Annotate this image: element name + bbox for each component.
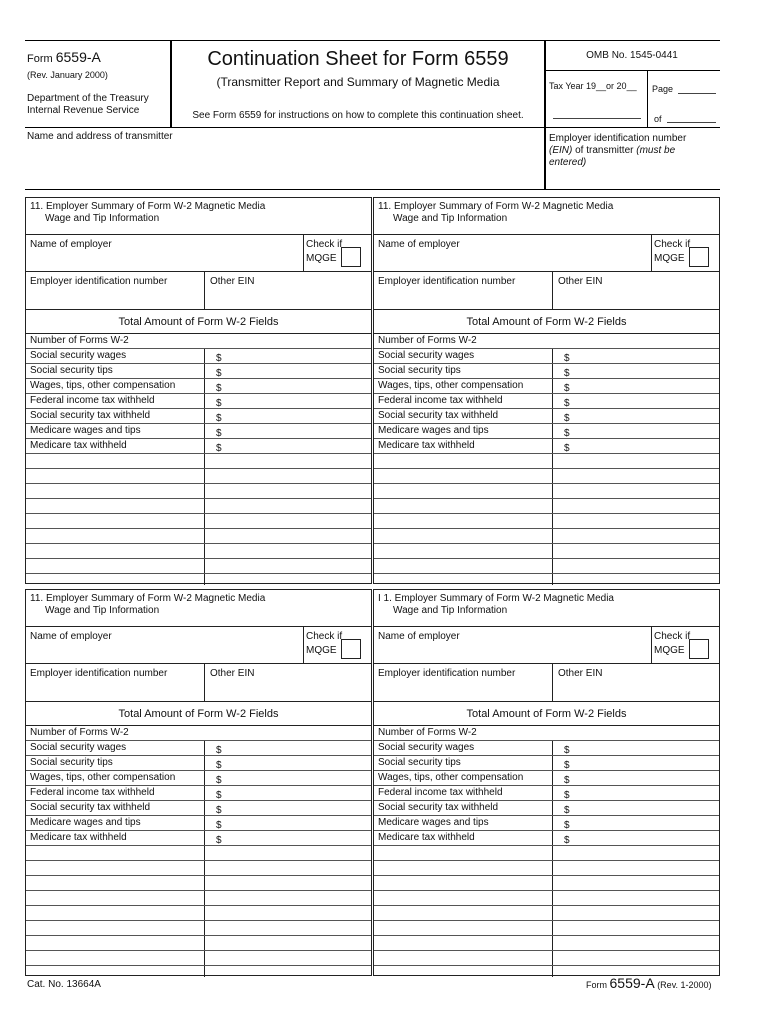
dollar-sign: $ [216, 805, 222, 816]
table-row-label: Wages, tips, other compensation [378, 772, 524, 783]
table-rule [374, 875, 719, 876]
dollar-sign: $ [564, 383, 570, 394]
rule [374, 701, 719, 702]
table-rule [374, 770, 719, 771]
rule [26, 333, 371, 334]
table-row-label: Federal income tax withheld [30, 787, 155, 798]
table-row-label: Federal income tax withheld [378, 395, 503, 406]
table-rule [26, 905, 371, 906]
form-revision: (Rev. January 2000) [27, 70, 108, 80]
table-rule [26, 513, 371, 514]
rule [552, 663, 553, 701]
table-row-label: Social security tax withheld [30, 802, 151, 813]
table-row-label: Medicare tax withheld [30, 832, 127, 843]
employer-summary-panel [25, 197, 372, 584]
employer-name-field[interactable]: Name of employer [378, 239, 460, 250]
rule [374, 309, 719, 310]
dollar-sign: $ [564, 820, 570, 831]
footer-form-number: Form 6559-A (Rev. 1-2000) [586, 975, 712, 991]
tax-year-label: Tax Year 19__or 20__ [549, 81, 637, 91]
employer-summary-panel [373, 589, 720, 976]
table-rule [374, 860, 719, 861]
table-row-label: Social security tax withheld [30, 410, 151, 421]
dollar-sign: $ [216, 383, 222, 394]
table-row-label: Federal income tax withheld [378, 787, 503, 798]
employer-summary-panel [25, 589, 372, 976]
mqge-label: MQGE [306, 253, 337, 264]
table-rule [374, 498, 719, 499]
header-top-rule [25, 40, 720, 41]
check-if-label: Check if [654, 239, 691, 250]
dollar-sign: $ [564, 398, 570, 409]
table-rule [374, 920, 719, 921]
table-rule [374, 935, 719, 936]
dollar-sign: $ [564, 805, 570, 816]
rule [26, 271, 371, 272]
page-blank[interactable] [678, 93, 716, 94]
table-rule [26, 860, 371, 861]
other-ein-field[interactable]: Other EIN [210, 276, 255, 287]
table-rule [26, 875, 371, 876]
table-rule [374, 950, 719, 951]
table-row-label: Social security wages [30, 350, 127, 361]
table-rule [26, 408, 371, 409]
table-rule [374, 378, 719, 379]
table-row-label: Social security tips [30, 757, 113, 768]
dollar-sign: $ [216, 428, 222, 439]
dollar-sign: $ [564, 353, 570, 364]
other-ein-field[interactable]: Other EIN [558, 668, 603, 679]
rule [374, 333, 719, 334]
table-rule [26, 800, 371, 801]
mqge-label: MQGE [654, 253, 685, 264]
panel-subtitle: Wage and Tip Information [45, 213, 160, 224]
table-rule [374, 558, 719, 559]
of-label: of [654, 114, 662, 124]
table-rule [26, 438, 371, 439]
table-rule [26, 770, 371, 771]
mqge-label: MQGE [654, 645, 685, 656]
dollar-sign: $ [564, 790, 570, 801]
of-blank[interactable] [667, 122, 716, 123]
table-row-label: Social security tips [30, 365, 113, 376]
rule [552, 740, 553, 977]
rule [204, 348, 205, 585]
rule [303, 234, 304, 271]
panel-subtitle: Wage and Tip Information [45, 605, 160, 616]
rule [374, 626, 719, 627]
table-rule [26, 920, 371, 921]
department: Department of the Treasury Internal Revenue Service [27, 93, 149, 116]
rule [26, 626, 371, 627]
mqge-checkbox[interactable] [341, 639, 361, 659]
table-rule [374, 785, 719, 786]
table-rule [26, 378, 371, 379]
dollar-sign: $ [216, 443, 222, 454]
table-rule [26, 755, 371, 756]
table-rule [26, 815, 371, 816]
page-label: Page [652, 84, 674, 94]
rule [26, 309, 371, 310]
table-rule [374, 423, 719, 424]
mqge-checkbox[interactable] [689, 247, 709, 267]
employer-name-field[interactable]: Name of employer [30, 631, 112, 642]
table-row-label: Number of Forms W-2 [378, 335, 477, 346]
table-row-label: Medicare wages and tips [30, 817, 141, 828]
rule [26, 663, 371, 664]
dollar-sign: $ [216, 790, 222, 801]
catalog-number: Cat. No. 13664A [27, 979, 101, 990]
dollar-sign: $ [564, 835, 570, 846]
other-ein-field[interactable]: Other EIN [210, 668, 255, 679]
employer-ein-field[interactable]: Employer identification number [378, 668, 516, 679]
dollar-sign: $ [216, 835, 222, 846]
panel-subtitle: Wage and Tip Information [393, 605, 508, 616]
dollar-sign: $ [564, 775, 570, 786]
table-row-label: Medicare wages and tips [378, 425, 489, 436]
table-row-label: Medicare tax withheld [378, 440, 475, 451]
employer-ein-field[interactable]: Employer identification number [378, 276, 516, 287]
table-row-label: Social security tips [378, 365, 461, 376]
rule [374, 725, 719, 726]
check-if-label: Check if [306, 631, 343, 642]
panel-title: I 1. Employer Summary of Form W-2 Magnetic Media [378, 593, 614, 604]
employer-summary-panel [373, 197, 720, 584]
table-row-label: Medicare wages and tips [30, 425, 141, 436]
taxyear-rule [546, 70, 720, 71]
table-rule [374, 845, 719, 846]
table-rule [26, 453, 371, 454]
rule [374, 663, 719, 664]
totals-title: Total Amount of Form W-2 Fields [466, 316, 627, 328]
tax-year-blank[interactable] [553, 118, 641, 119]
employer-ein-field[interactable]: Employer identification number [30, 276, 168, 287]
table-row-label: Social security tips [378, 757, 461, 768]
dollar-sign: $ [564, 368, 570, 379]
panel-subtitle: Wage and Tip Information [393, 213, 508, 224]
dollar-sign: $ [216, 353, 222, 364]
table-rule [374, 830, 719, 831]
dollar-sign: $ [564, 760, 570, 771]
check-if-label: Check if [654, 631, 691, 642]
page-title: Continuation Sheet for Form 6559 [207, 48, 509, 70]
table-rule [374, 740, 719, 741]
taxyear-divider [647, 70, 648, 127]
mqge-label: MQGE [306, 645, 337, 656]
table-rule [26, 543, 371, 544]
dollar-sign: $ [564, 413, 570, 424]
rule [651, 626, 652, 663]
dollar-sign: $ [564, 428, 570, 439]
table-rule [26, 393, 371, 394]
table-rule [374, 890, 719, 891]
table-rule [374, 755, 719, 756]
dollar-sign: $ [216, 760, 222, 771]
table-rule [374, 543, 719, 544]
table-rule [374, 528, 719, 529]
table-rule [374, 438, 719, 439]
table-rule [26, 423, 371, 424]
table-row-label: Wages, tips, other compensation [30, 772, 176, 783]
table-row-label: Number of Forms W-2 [30, 727, 129, 738]
table-rule [374, 453, 719, 454]
panel-title: 11. Employer Summary of Form W-2 Magnetic Media [30, 201, 266, 212]
table-rule [26, 890, 371, 891]
instructions-note: See Form 6559 for instructions on how to complete this continuation sheet. [192, 110, 524, 121]
transmitter-ein-label: Employer identification number (EIN) of transmitter (must be entered) [549, 133, 687, 168]
table-row-label: Wages, tips, other compensation [30, 380, 176, 391]
table-rule [26, 468, 371, 469]
rule [651, 234, 652, 271]
table-row-label: Number of Forms W-2 [378, 727, 477, 738]
rule [204, 271, 205, 309]
table-rule [374, 363, 719, 364]
table-rule [374, 393, 719, 394]
dollar-sign: $ [216, 413, 222, 424]
table-rule [26, 965, 371, 966]
rule [552, 271, 553, 309]
table-rule [26, 483, 371, 484]
table-rule [374, 408, 719, 409]
table-row-label: Social security wages [378, 742, 475, 753]
form-number: Form 6559-A [27, 49, 101, 65]
table-rule [26, 830, 371, 831]
totals-title: Total Amount of Form W-2 Fields [118, 316, 279, 328]
rule [204, 740, 205, 977]
table-row-label: Federal income tax withheld [30, 395, 155, 406]
table-rule [26, 558, 371, 559]
table-rule [374, 468, 719, 469]
dollar-sign: $ [216, 398, 222, 409]
transmitter-name-address-label: Name and address of transmitter [27, 131, 173, 142]
table-rule [374, 348, 719, 349]
check-if-label: Check if [306, 239, 343, 250]
table-row-label: Social security tax withheld [378, 410, 499, 421]
other-ein-field[interactable]: Other EIN [558, 276, 603, 287]
table-row-label: Medicare tax withheld [378, 832, 475, 843]
rule [26, 701, 371, 702]
rule [303, 626, 304, 663]
table-row-label: Medicare tax withheld [30, 440, 127, 451]
ein-top-rule [546, 127, 720, 128]
table-rule [374, 573, 719, 574]
table-rule [374, 905, 719, 906]
table-rule [26, 528, 371, 529]
employer-ein-field[interactable]: Employer identification number [30, 668, 168, 679]
table-rule [26, 740, 371, 741]
table-rule [26, 785, 371, 786]
table-row-label: Medicare wages and tips [378, 817, 489, 828]
dollar-sign: $ [216, 368, 222, 379]
header-vertical-right [544, 40, 546, 190]
dollar-sign: $ [216, 820, 222, 831]
employer-name-field[interactable]: Name of employer [30, 239, 112, 250]
transmitter-bottom-rule [25, 189, 720, 190]
table-row-label: Social security wages [30, 742, 127, 753]
rule [552, 348, 553, 585]
dollar-sign: $ [564, 443, 570, 454]
table-rule [374, 483, 719, 484]
totals-title: Total Amount of Form W-2 Fields [466, 708, 627, 720]
header-bottom-rule [25, 127, 545, 128]
dollar-sign: $ [216, 745, 222, 756]
table-rule [374, 815, 719, 816]
rule [26, 234, 371, 235]
page-subtitle: (Transmitter Report and Summary of Magnetic Media [216, 75, 500, 89]
table-rule [26, 935, 371, 936]
panel-title: 11. Employer Summary of Form W-2 Magnetic Media [30, 593, 266, 604]
table-rule [26, 845, 371, 846]
rule [374, 234, 719, 235]
mqge-checkbox[interactable] [689, 639, 709, 659]
totals-title: Total Amount of Form W-2 Fields [118, 708, 279, 720]
panel-title: 11. Employer Summary of Form W-2 Magnetic Media [378, 201, 614, 212]
table-rule [26, 498, 371, 499]
omb-number: OMB No. 1545-0441 [586, 50, 678, 61]
table-rule [374, 965, 719, 966]
employer-name-field[interactable]: Name of employer [378, 631, 460, 642]
rule [26, 725, 371, 726]
table-rule [26, 573, 371, 574]
table-row-label: Number of Forms W-2 [30, 335, 129, 346]
mqge-checkbox[interactable] [341, 247, 361, 267]
rule [204, 663, 205, 701]
table-rule [374, 513, 719, 514]
table-rule [26, 348, 371, 349]
dollar-sign: $ [216, 775, 222, 786]
rule [374, 271, 719, 272]
table-rule [26, 363, 371, 364]
dollar-sign: $ [564, 745, 570, 756]
table-rule [26, 950, 371, 951]
table-row-label: Social security wages [378, 350, 475, 361]
table-row-label: Social security tax withheld [378, 802, 499, 813]
table-rule [374, 800, 719, 801]
table-row-label: Wages, tips, other compensation [378, 380, 524, 391]
